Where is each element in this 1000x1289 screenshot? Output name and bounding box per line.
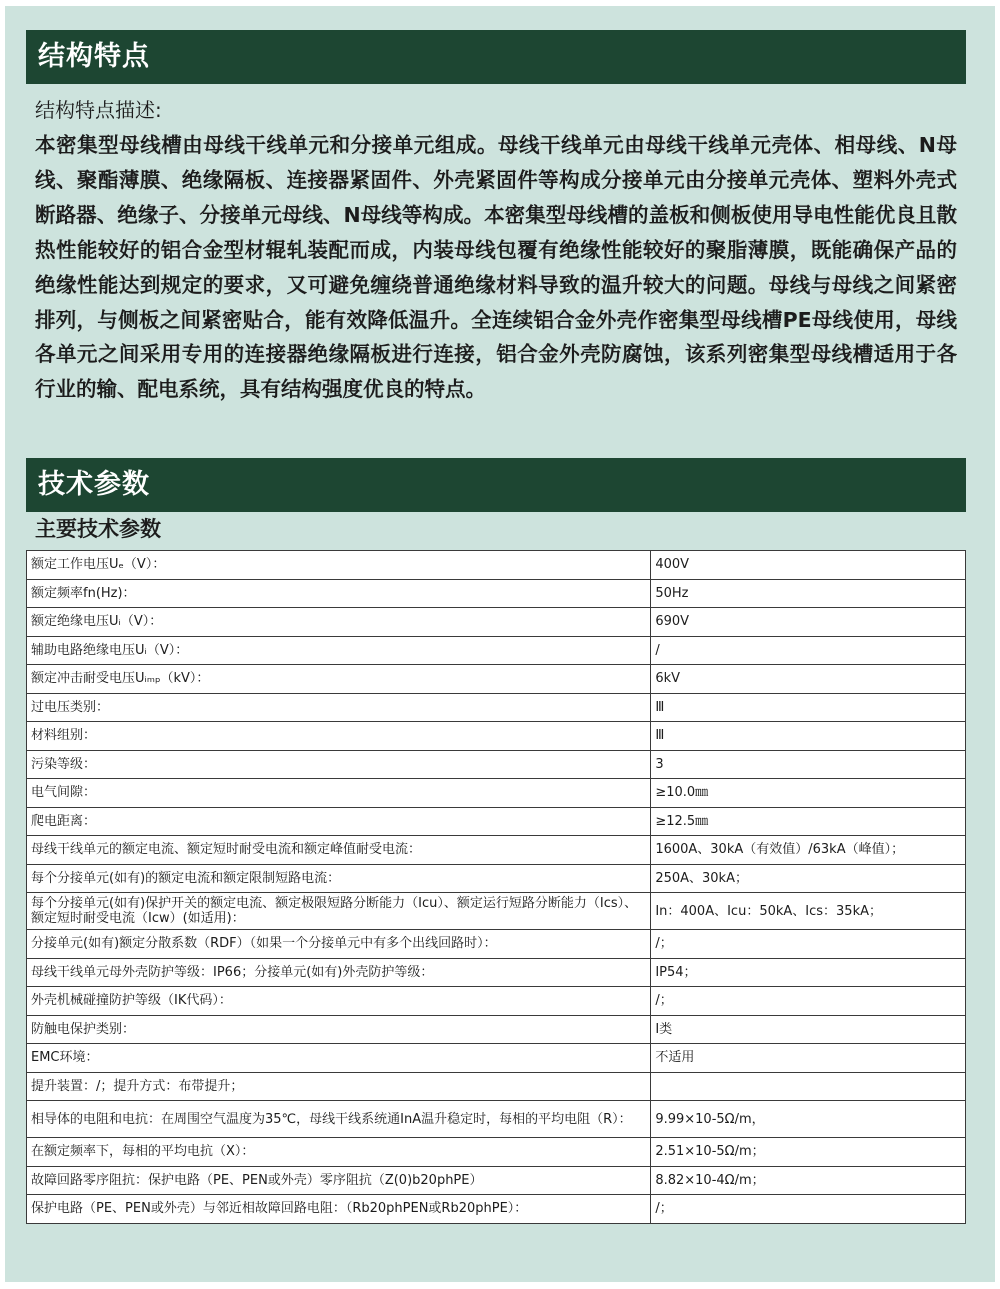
table-row — [27, 836, 966, 865]
param-value-cell: ≥10.0㎜ — [651, 779, 966, 808]
param-value-cell: /； — [651, 1195, 966, 1224]
table-row — [27, 864, 966, 893]
param-name-cell: EMC环境： — [27, 1044, 651, 1073]
table-row — [27, 779, 966, 808]
param-value-cell — [651, 1072, 966, 1101]
param-value-cell: In：400A、Icu：50kA、Ics：35kA； — [651, 893, 966, 930]
param-value-cell: 400V — [651, 551, 966, 580]
tech-params-table — [26, 550, 966, 1224]
table-row — [27, 1166, 966, 1195]
table-row — [27, 987, 966, 1016]
table-row — [27, 958, 966, 987]
table-row — [27, 1072, 966, 1101]
param-name-cell: 相导体的电阻和电抗：在周围空气温度为35℃，母线干线系统通InA温升稳定时，每相的平均电阻（R）： — [27, 1101, 651, 1138]
param-value-cell: 6kV — [651, 665, 966, 694]
param-name-cell: 每个分接单元(如有)保护开关的额定电流、额定极限短路分断能力（Icu）、额定运行短路分断能力（Ics）、额定短时耐受电流（Icw）(如适用)： — [27, 893, 651, 930]
param-name-cell: 防触电保护类别： — [27, 1015, 651, 1044]
param-value-cell: 690V — [651, 608, 966, 637]
table-row — [27, 1138, 966, 1167]
table-row — [27, 665, 966, 694]
param-value-cell: 250A、30kA； — [651, 864, 966, 893]
param-name-cell: 污染等级： — [27, 750, 651, 779]
param-value-cell: ≥12.5㎜ — [651, 807, 966, 836]
param-value-cell: Ⅲ — [651, 693, 966, 722]
param-name-cell: 分接单元(如有)额定分散系数（RDF）（如果一个分接单元中有多个出线回路时）： — [27, 930, 651, 959]
section-title-structure: 结构特点 — [26, 30, 966, 84]
param-value-cell: / — [651, 636, 966, 665]
param-name-cell: 爬电距离： — [27, 807, 651, 836]
description-label: 结构特点描述: — [35, 98, 162, 122]
param-name-cell: 母线干线单元母外壳防护等级：IP66；分接单元(如有)外壳防护等级： — [27, 958, 651, 987]
table-row — [27, 750, 966, 779]
param-name-cell: 辅助电路绝缘电压Uᵢ（V）： — [27, 636, 651, 665]
param-name-cell: 额定频率fn(Hz)： — [27, 579, 651, 608]
param-name-cell: 材料组别： — [27, 722, 651, 751]
param-value-cell: 不适用 — [651, 1044, 966, 1073]
param-value-cell: Ⅲ — [651, 722, 966, 751]
table-row — [27, 1015, 966, 1044]
main-params-subtitle: 主要技术参数 — [35, 517, 161, 541]
param-value-cell: 3 — [651, 750, 966, 779]
param-name-cell: 故障回路零序阻抗：保护电路（PE、PEN或外壳）零序阻抗（Z(0)b20phPE） — [27, 1166, 651, 1195]
param-name-cell: 额定冲击耐受电压Uᵢₘₚ（kV）： — [27, 665, 651, 694]
param-value-cell: /； — [651, 987, 966, 1016]
param-name-cell: 过电压类别： — [27, 693, 651, 722]
param-name-cell: 额定工作电压Uₑ（V）： — [27, 551, 651, 580]
param-name-cell: 额定绝缘电压Uᵢ（V）： — [27, 608, 651, 637]
table-row — [27, 893, 966, 930]
param-name-cell: 母线干线单元的额定电流、额定短时耐受电流和额定峰值耐受电流： — [27, 836, 651, 865]
param-value-cell: 1600A、30kA（有效值）/63kA（峰值）； — [651, 836, 966, 865]
param-name-cell: 提升装置：/；提升方式：布带提升； — [27, 1072, 651, 1101]
table-row — [27, 1195, 966, 1224]
param-value-cell: Ⅰ类 — [651, 1015, 966, 1044]
param-name-cell: 在额定频率下，每相的平均电抗（X）： — [27, 1138, 651, 1167]
table-row — [27, 636, 966, 665]
table-row — [27, 807, 966, 836]
table-row — [27, 693, 966, 722]
description-body: 本密集型母线槽由母线干线单元和分接单元组成。母线干线单元由母线干线单元壳体、相母线、N母线、聚酯薄膜、绝缘隔板、连接器紧固件、外壳紧固件等构成分接单元由分接单元壳体、塑料外壳式断路器、绝缘子、分接单元母线、N母线等构成。本密集型母线槽的盖板和侧板使用导电性能优良且散热性能较好的铝合金型材辊轧装配而成，内装母线包覆有绝缘性能较好的聚脂薄膜，既能确保产品的绝缘性能达到规定的要求，又可避免缠绕普通绝缘材料导致的温升较大的问题。母线与母线之间紧密排列，与侧板之间紧密贴合，能有效降低温升。全连续铝合金外壳作密集型母线槽PE母线使用，母线各单元之间采用专用的连接器绝缘隔板进行连接，铝合金外壳防腐蚀，该系列密集型母线槽适用于各行业的输、配电系统，具有结构强度优良的特点。 — [35, 133, 957, 402]
param-name-cell: 电气间隙： — [27, 779, 651, 808]
table-row — [27, 608, 966, 637]
param-name-cell: 外壳机械碰撞防护等级（IK代码）： — [27, 987, 651, 1016]
table-row — [27, 579, 966, 608]
param-value-cell: 50Hz — [651, 579, 966, 608]
param-value-cell: 9.99×10-5Ω/m， — [651, 1101, 966, 1138]
table-row — [27, 930, 966, 959]
param-value-cell: 8.82×10-4Ω/m； — [651, 1166, 966, 1195]
param-name-cell: 每个分接单元(如有)的额定电流和额定限制短路电流： — [27, 864, 651, 893]
table-row — [27, 722, 966, 751]
section-title-tech-params: 技术参数 — [26, 458, 966, 512]
table-row — [27, 1044, 966, 1073]
param-value-cell: IP54； — [651, 958, 966, 987]
param-name-cell: 保护电路（PE、PEN或外壳）与邻近相故障回路电阻：（Rb20phPEN或Rb20phPE）： — [27, 1195, 651, 1224]
param-value-cell: /； — [651, 930, 966, 959]
param-value-cell: 2.51×10-5Ω/m； — [651, 1138, 966, 1167]
table-row — [27, 1101, 966, 1138]
table-row — [27, 551, 966, 580]
tech-params-table-body — [27, 551, 966, 1224]
